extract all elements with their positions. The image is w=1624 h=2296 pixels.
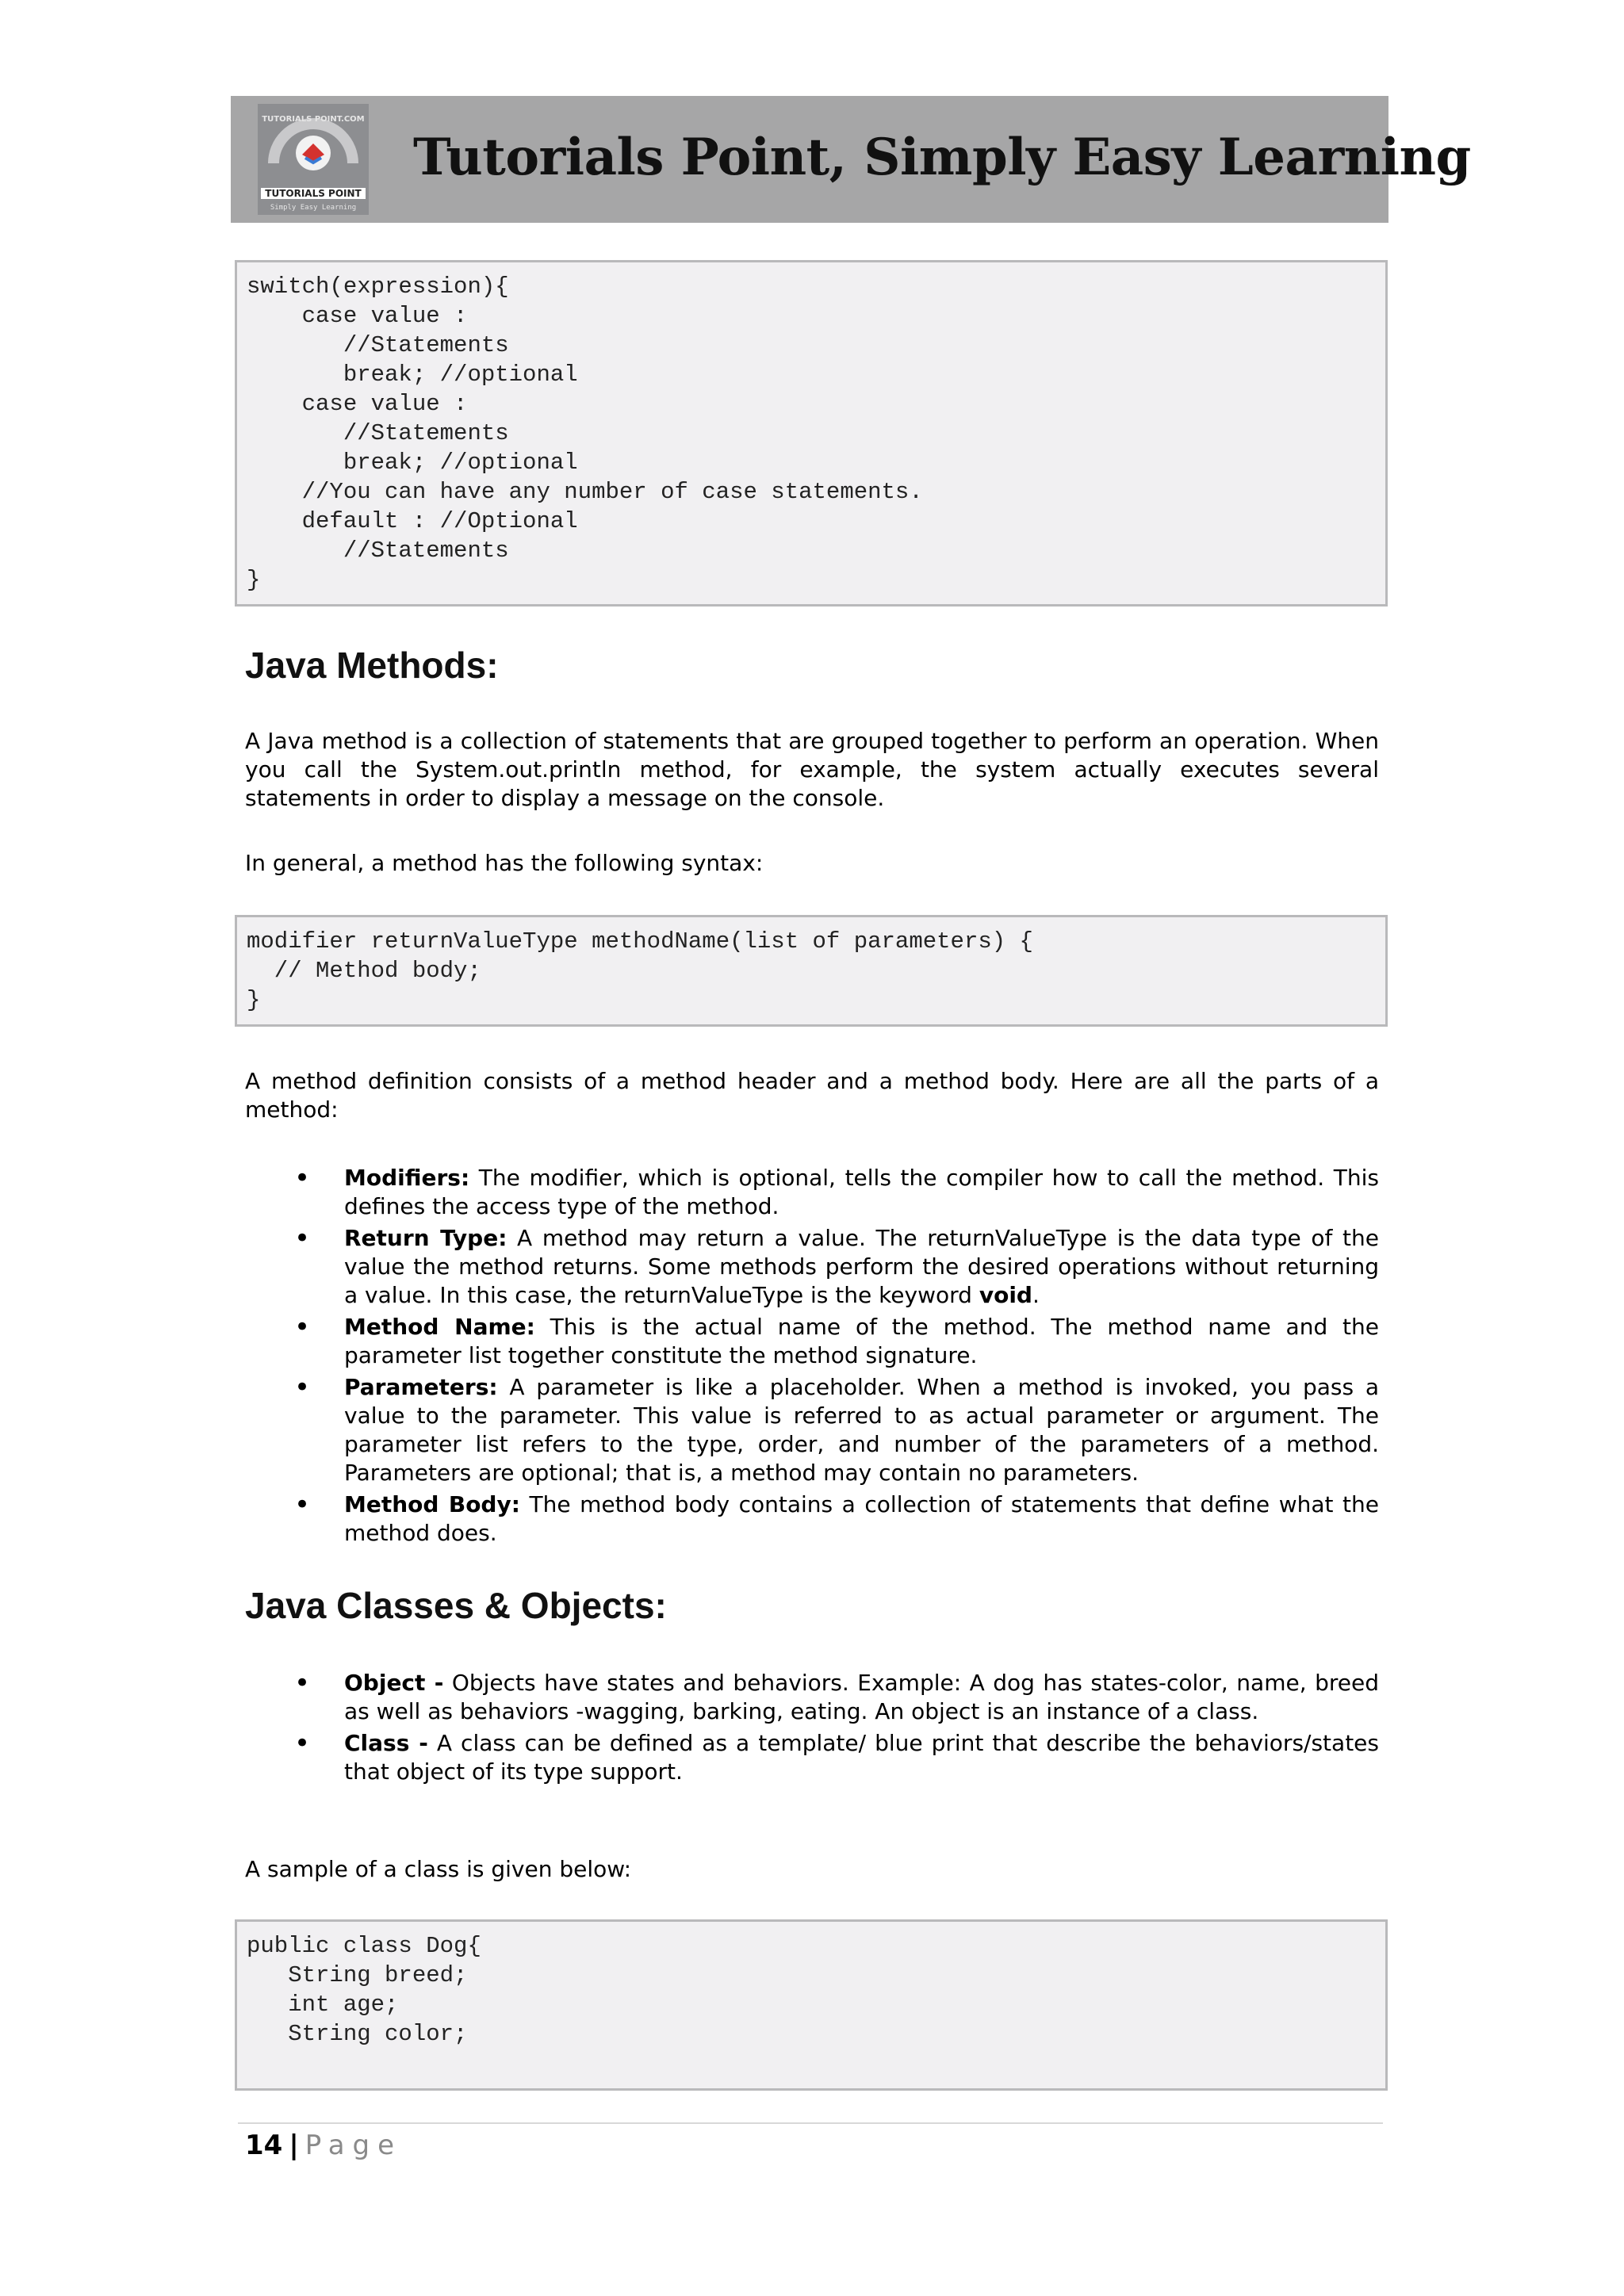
list-item: • Method Name: This is the actual name of the method. The method name and the parameter list together constitute the method signature.: [294, 1311, 1380, 1368]
logo-graphic: [258, 104, 369, 215]
switch-code: switch(expression){ case value : //Statements break; //optional case value : //Statements break; //optional //You can have any number of case statements. default : //Optional //Statements }: [247, 274, 923, 593]
footer-separator: |: [289, 2130, 299, 2161]
page-footer: [245, 2130, 402, 2161]
logo-sub-text: Simply Easy Learning: [270, 204, 357, 212]
method-definition: A method definition consists of a method header and a method body. Here are all the parts of a method:: [245, 1068, 1379, 1123]
list-item: • Modifiers: The modifier, which is optional, tells the compiler how to call the method. This defines the access type of the method.: [294, 1162, 1379, 1219]
list-item: • Class - A class can be defined as a template/ blue print that describe the behaviors/states that object of its type support.: [294, 1728, 1379, 1785]
method-syntax-code-block: [235, 915, 1388, 1027]
logo-main-text: TUTORIALS POINT: [265, 188, 362, 199]
bullet-icon: •: [294, 1667, 311, 1699]
syntax-intro: In general, a method has the following syntax:: [245, 850, 764, 876]
sample-intro: A sample of a class is given below:: [245, 1856, 632, 1882]
bullet-icon: •: [294, 1372, 311, 1403]
page-label: Page: [304, 2130, 403, 2161]
bullet-icon: •: [294, 1728, 311, 1759]
class-code: public class Dog{ String breed; int age; String color;: [247, 1933, 481, 2047]
list-item: • Method Body: The method body contains a collection of statements that define what the method does.: [294, 1489, 1380, 1546]
list-item: • Parameters: A parameter is like a placeholder. When a method is invoked, you pass a value to the parameter. This value is referred to as actual parameter or argument. The parameter list refers to the type, order, and number of the parameters of a method. Parameters are optional; that is, a method may contain no parameters.: [294, 1372, 1379, 1486]
list-item: • Object - Objects have states and behaviors. Example: A dog has states-color, name, breed as well as behaviors -wagging, barking, eating. An object is an instance of a class.: [294, 1667, 1379, 1724]
methods-intro: A Java method is a collection of statements that are grouped together to perform an operation. When you call the System.out.println method, for example, the system actually executes several statements in order to display a message on the console.: [245, 728, 1379, 811]
switch-code-block: [235, 260, 1388, 607]
classes-list: [245, 1669, 1379, 1789]
method-syntax-code: modifier returnValueType methodName(list of parameters) { // Method body; }: [247, 928, 1033, 1013]
tutorials-point-logo: [258, 104, 369, 215]
bullet-icon: •: [294, 1489, 311, 1521]
logo-top-text: TUTORIALS POINT.COM: [262, 115, 365, 124]
list-item: • Return Type: A method may return a value. The returnValueType is the data type of the value the method returns. Some methods perform the desired operations without returning a value. In this case, the returnValueType is the keyword void.: [294, 1223, 1379, 1308]
page-header: [231, 96, 1471, 223]
bullet-icon: •: [294, 1223, 311, 1254]
bullet-icon: •: [294, 1162, 311, 1194]
methods-heading: Java Methods:: [245, 645, 499, 686]
page-number: 14: [245, 2130, 283, 2161]
footer-divider: [238, 2122, 1383, 2124]
method-parts-list: [245, 1164, 1379, 1551]
classes-heading: Java Classes & Objects:: [245, 1585, 667, 1626]
header-title: Tutorials Point, Simply Easy Learning: [413, 128, 1471, 187]
class-code-block: [235, 1919, 1388, 2091]
bullet-icon: •: [294, 1311, 311, 1343]
